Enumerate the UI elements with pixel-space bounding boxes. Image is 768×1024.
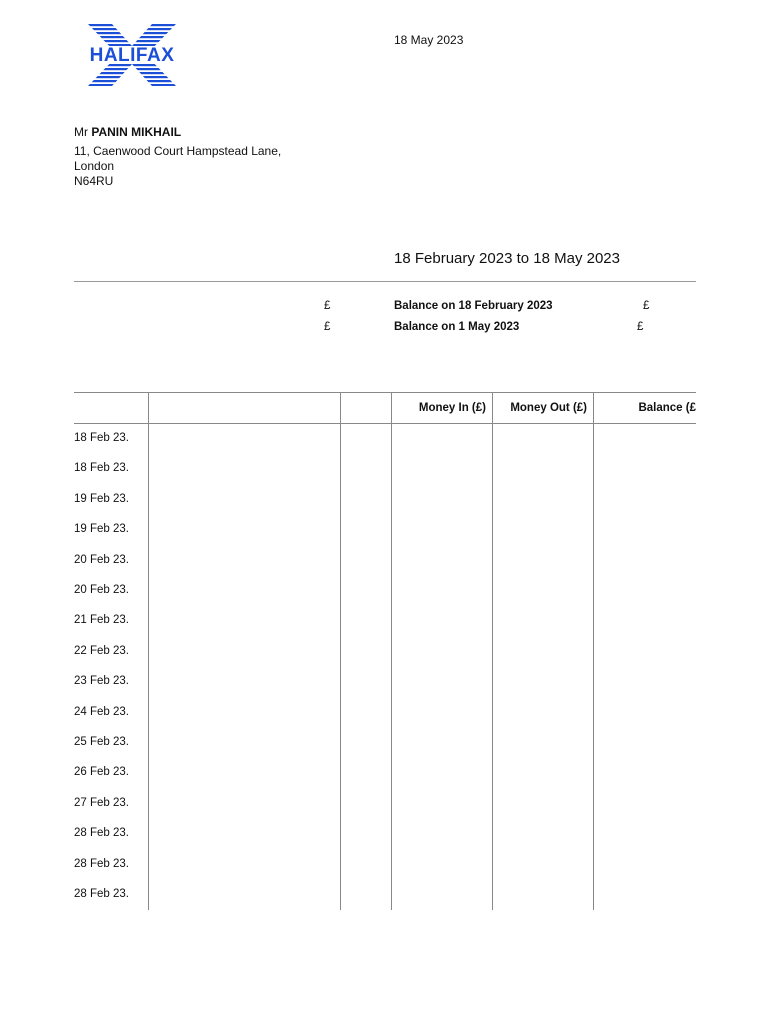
balance-header: Balance (£ (638, 402, 696, 414)
balance-currency-right: £ (643, 300, 650, 312)
transaction-date: 22 Feb 23. (74, 644, 129, 657)
transaction-date: 18 Feb 23. (74, 462, 129, 475)
customer-title: Mr (74, 125, 88, 139)
opening-balance-label: Balance on 18 February 2023 (394, 300, 553, 312)
column-divider (492, 392, 493, 910)
transaction-date: 28 Feb 23. (74, 888, 129, 900)
transaction-date: 21 Feb 23. (74, 614, 129, 627)
transaction-date: 19 Feb 23. (74, 523, 129, 536)
column-divider (593, 392, 594, 910)
divider (74, 281, 696, 282)
transaction-date: 28 Feb 23. (74, 827, 129, 840)
customer-name: PANIN MIKHAIL (91, 125, 182, 139)
column-divider (148, 423, 149, 910)
transaction-date: 18 Feb 23. (74, 432, 129, 444)
balance-currency-left: £ (324, 300, 331, 312)
money-in-header: Money In (£) (418, 402, 486, 414)
statement-date: 18 May 2023 (394, 33, 464, 47)
transaction-date: 20 Feb 23. (74, 553, 129, 566)
transactions-table-header (74, 392, 696, 424)
transaction-date: 25 Feb 23. (74, 736, 129, 748)
column-divider (148, 392, 149, 423)
transaction-date: 19 Feb 23. (74, 492, 129, 505)
halifax-x-logo-icon (72, 24, 192, 86)
address-postcode: N64RU (74, 174, 114, 188)
transaction-date: 27 Feb 23. (74, 796, 129, 809)
statement-period: 18 February 2023 to 18 May 2023 (394, 250, 620, 267)
column-divider (391, 392, 392, 910)
address-line-1: 11, Caenwood Court Hampstead Lane, (74, 144, 282, 158)
bank-name: HALIFAX (89, 45, 175, 66)
money-out-header: Money Out (£) (510, 402, 587, 414)
balance-currency-right: £ (637, 321, 644, 333)
closing-balance-label: Balance on 1 May 2023 (394, 321, 520, 333)
transaction-date: 26 Feb 23. (74, 766, 129, 779)
address-line-2: London (74, 159, 115, 173)
column-divider (340, 392, 341, 910)
transaction-date: 20 Feb 23. (74, 584, 129, 596)
transaction-date: 24 Feb 23. (74, 705, 129, 718)
customer-name-line (74, 125, 181, 140)
transaction-date: 28 Feb 23. (74, 857, 129, 870)
halifax-logo (72, 24, 192, 86)
balance-currency-left: £ (324, 321, 331, 333)
transaction-date: 23 Feb 23. (74, 675, 129, 688)
